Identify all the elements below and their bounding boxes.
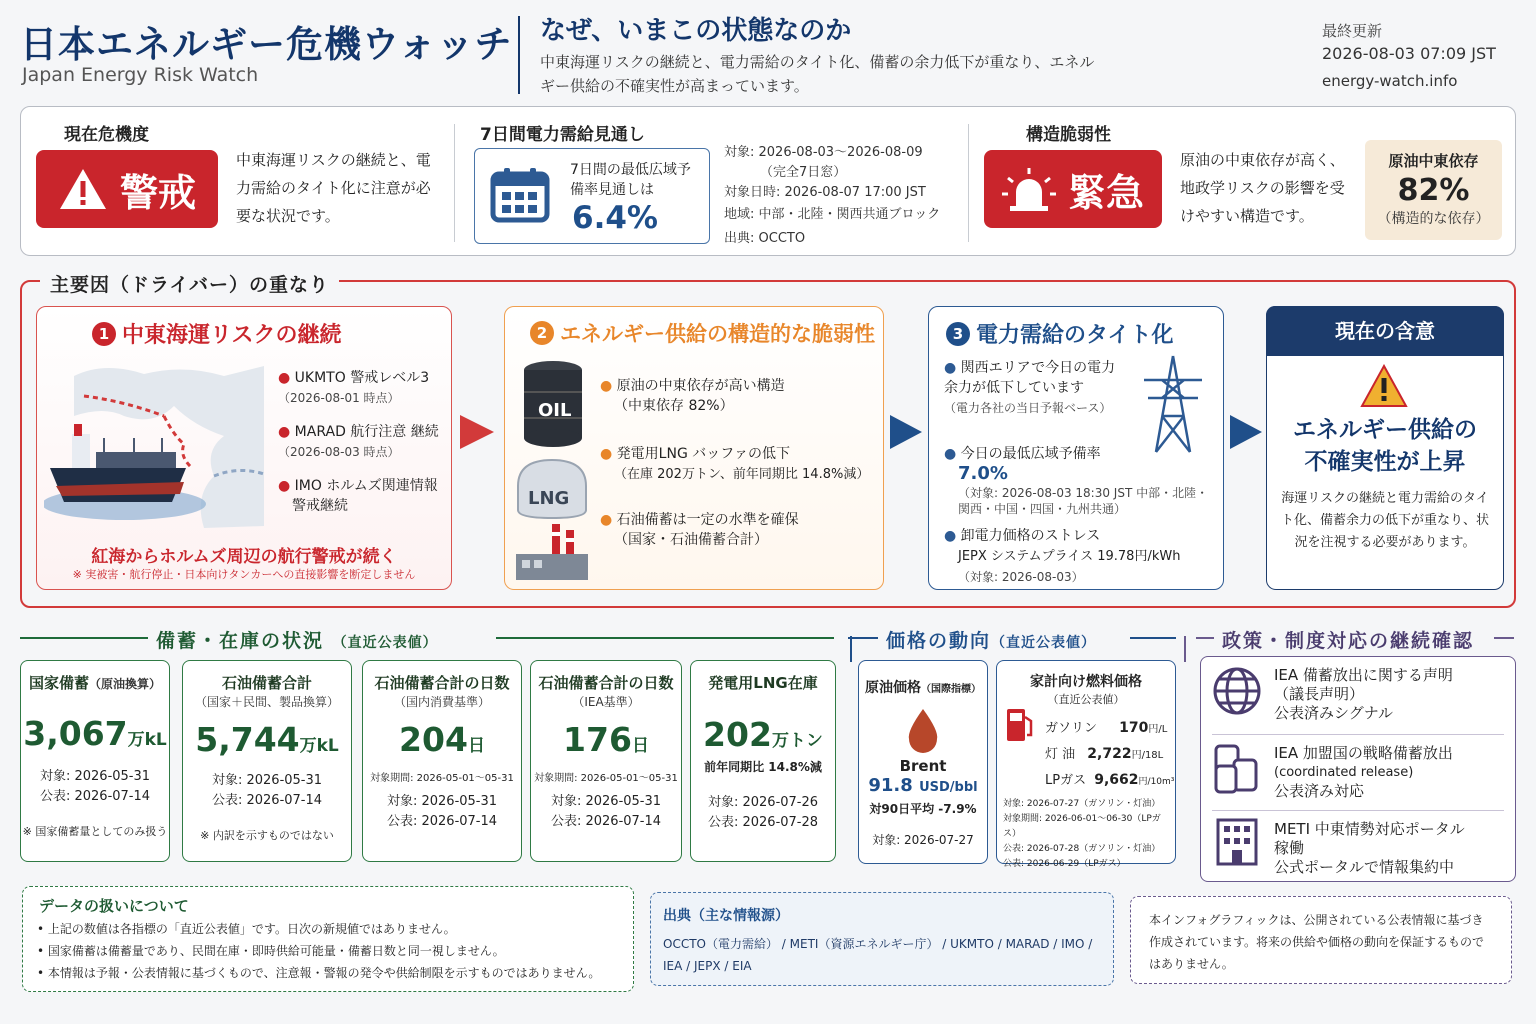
driver-2-item-3: ● 石油備蓄は一定の水準を確保 （国家・石油備蓄合計） [600, 512, 799, 548]
value: 202 [703, 715, 772, 754]
page-subtitle: Japan Energy Risk Watch [22, 64, 259, 86]
note-line: 対象: 2026-07-27（ガソリン・灯油） [1003, 799, 1161, 809]
item-sub: （対象: 2026-08-03 18:30 JST 中部・北陸・関西・中国・四国・九州共通） [958, 486, 1209, 516]
item-main: IMO ホルムズ関連情報 [294, 478, 438, 494]
card-line: 公表: 2026-07-14 [550, 814, 662, 829]
sources-body: OCCTO（電力需給） / METI（資源エネルギー庁） / UKMTO / MARAD / IMO / IEA / JEPX / EIA [663, 937, 1093, 973]
card-title-text: 国家備蓄 [28, 674, 89, 692]
policy-title: IEA 加盟国の戦略備蓄放出 [1274, 744, 1453, 762]
prices-heading-text: 価格の動向 [886, 630, 992, 652]
note-line: 対象期間: 2026-06-01～06-30（LPガス） [1003, 814, 1161, 839]
unit: USD/bbl [919, 780, 978, 795]
crude-change: 対90日平均 -7.9% [869, 802, 977, 816]
prices-heading-note: （直近公表値） [991, 635, 1097, 651]
arrow-right-icon [890, 415, 922, 449]
implication-header: 現在の含意 [1266, 306, 1504, 356]
card-note: ※ 国家備蓄量としてのみ扱う [22, 825, 168, 838]
reserve-card-national [20, 660, 170, 862]
driver-2-item-1: ● 原油の中東依存が高い構造 （中東依存 82%） [600, 378, 785, 414]
value: 5,744 [195, 720, 300, 759]
card-change: 前年同期比 14.8%減 [704, 760, 822, 774]
unit: 万トン [771, 731, 823, 751]
current-level-badge [36, 150, 218, 228]
value: 176 [563, 720, 632, 759]
card-title-sub: （直近公表値） [1047, 693, 1125, 706]
driver-2-number: 2 [530, 321, 554, 345]
data-handling-box [22, 886, 634, 992]
card-value [183, 720, 351, 759]
outlook-value: 6.4% [572, 200, 658, 236]
item-sub: （2026-08-01 時点） [278, 391, 400, 405]
card-title [859, 677, 987, 697]
section-rule [1196, 637, 1214, 639]
policy-status: 公式ポータルで情報集約中 [1274, 858, 1455, 876]
driver-1-item-3: ● IMO ホルムズ関連情報 警戒継続 [278, 478, 438, 514]
outlook-line-5: 出典: OCCTO [724, 231, 806, 246]
globe-icon [1212, 666, 1262, 716]
card-title-sub: （原油換算） [89, 677, 162, 691]
card-period: 対象期間: 2026-05-01～05-31 [534, 773, 678, 784]
card-line: 対象: 2026-05-31 [550, 794, 662, 809]
card-title-text: 原油価格 [865, 680, 921, 696]
data-item: 国家備蓄は備蓄量であり、民間在庫・即時供給可能量・備蓄日数と同一視しません。 [47, 944, 505, 958]
card-period: 対象期間: 2026-05-01～05-31 [370, 773, 514, 784]
reserve-card-lng [690, 660, 836, 862]
item-main: 今日の最低広域予備率 [960, 446, 1101, 462]
outlook-line-3: 対象日時: 2026-08-07 17:00 JST [724, 185, 926, 200]
section-rule [1130, 637, 1176, 639]
current-level-label: 警戒 [119, 170, 196, 215]
arrow-right-icon [460, 415, 494, 449]
row-label: 灯 油 [1045, 747, 1076, 762]
driver-2-title-text: エネルギー供給の構造的な脆弱性 [560, 322, 875, 346]
driver-1-title [92, 318, 342, 349]
item-sub: （2026-08-03 時点） [278, 445, 400, 459]
oil-label: OIL [538, 400, 572, 421]
policy-status: 公表済みシグナル [1274, 704, 1393, 722]
crude-price-card [858, 660, 988, 864]
building-icon [1216, 818, 1258, 866]
card-line: 公表: 2026-07-28 [707, 815, 819, 830]
card-title [21, 673, 169, 694]
card-line: 公表: 2026-07-14 [39, 789, 151, 804]
policy-sub: (coordinated release) [1274, 765, 1414, 780]
benchmark-name: Brent [899, 757, 947, 775]
updated-value: 2026-08-03 07:09 JST [1322, 44, 1496, 63]
value: 3,067 [23, 714, 128, 753]
implication-title: エネルギー供給の不確実性が上昇 [1293, 417, 1477, 475]
dependency-box [1365, 140, 1502, 240]
policy-item-2 [1274, 744, 1453, 801]
card-note: ※ 内訳を示すものではない [200, 829, 334, 842]
outlook-line-2: （完全7日窓） [760, 165, 847, 180]
retail-notes [1003, 797, 1173, 872]
structural-text: 原油の中東依存が高く、地政学リスクの影響を受けやすい構造です。 [1180, 151, 1345, 225]
page-title: 日本エネルギー危機ウォッチ [20, 23, 513, 66]
card-title: 石油備蓄合計 [221, 674, 312, 692]
map-illustration [44, 356, 266, 532]
updated-label: 最終更新 [1322, 22, 1383, 40]
barrels-icon [1214, 742, 1260, 794]
transmission-tower-icon [1136, 354, 1210, 454]
fuel-pump-icon [1005, 705, 1035, 743]
policy-sub: （議長声明） [1274, 685, 1365, 703]
reserves-heading-text: 備蓄・在庫の状況 [156, 630, 325, 652]
disclaimer-text: 本インフォグラフィックは、公開されている公表情報に基づき作成されています。将来の供給や価格の動向を保証するものではありません。 [1149, 913, 1485, 971]
policy-heading: 政策・制度対応の継続確認 [1222, 630, 1475, 652]
driver-3-item-1: ● 関西エリアで今日の電力余力が低下しています （電力各社の当日予報ベース） [944, 360, 1116, 415]
prices-heading [886, 626, 1096, 653]
row-label: ガソリン [1045, 721, 1098, 736]
driver-3-title-text: 電力需給のタイト化 [976, 323, 1174, 348]
retail-row-kerosene [1045, 743, 1175, 762]
card-value [21, 714, 169, 753]
item-sub: （在庫 202万トン、前年同期比 14.8%減） [614, 467, 870, 482]
power-plant-icon [512, 524, 592, 582]
section-rule [496, 637, 834, 639]
dependency-value: 82% [1397, 173, 1470, 208]
current-level-text: 中東海運リスクの継続と、電力需給のタイト化に注意が必要な状況です。 [236, 151, 431, 225]
section-rule [850, 636, 852, 662]
card-title-sub: （IEA基準） [572, 695, 640, 709]
policy-sub: 稼働 [1274, 839, 1305, 857]
driver-1-title-text: 中東海運リスクの継続 [122, 323, 342, 348]
structural-label: 緊急 [1067, 170, 1144, 215]
reserves-heading [156, 626, 438, 653]
calendar-icon [490, 166, 550, 224]
item-main: 卸電力価格のストレス [960, 528, 1101, 544]
warning-icon [58, 167, 108, 211]
card-line: 対象: 2026-07-26 [707, 795, 819, 810]
reserve-card-days-domestic [362, 660, 522, 862]
unit: 日 [631, 736, 649, 756]
card-line: 公表: 2026-07-14 [211, 793, 323, 808]
structural-heading: 構造脆弱性 [1026, 125, 1111, 145]
driver-3-item-2: ● 今日の最低広域予備率 7.0% （対象: 2026-08-03 18:30 JST 中部・北陸・関西・中国・四国・九州共通） [944, 444, 1214, 517]
card-title-sub: （国内消費基準） [393, 695, 490, 709]
row-unit: 円/18L [1131, 750, 1164, 761]
policy-title: METI 中東情勢対応ポータル [1274, 820, 1465, 838]
policy-item-1 [1274, 666, 1453, 723]
section-rule [20, 637, 148, 639]
row-value: 2,722 [1087, 746, 1132, 762]
driver-3-title [946, 318, 1174, 349]
retail-fuel-card [996, 660, 1176, 869]
card-title: 発電用LNG在庫 [708, 674, 818, 692]
item-main: 原油の中東依存が高い構造 [616, 378, 785, 394]
divider [968, 124, 969, 242]
item-main: 関西エリアで今日の電力余力が低下しています [944, 360, 1116, 396]
section-rule [1494, 637, 1514, 639]
driver-3-item-3: ● 卸電力価格のストレス JEPX システムプライス 19.78円/kWh （対象: 2026-08-03） [944, 528, 1181, 584]
lng-label: LNG [528, 488, 570, 509]
divider [1212, 810, 1504, 811]
item-value: JEPX システムプライス 19.78円/kWh [958, 549, 1181, 564]
driver-2-title [530, 318, 875, 348]
structural-badge [984, 150, 1162, 228]
driver-1-item-2: ● MARAD 航行注意 継続 （2026-08-03 時点） [278, 424, 439, 459]
arrow-right-icon [1230, 415, 1262, 449]
drivers-heading: 主要因（ドライバー）の重なり [40, 270, 339, 297]
card-title-sub: （国際指標） [921, 684, 981, 695]
row-unit: 円/L [1148, 724, 1168, 735]
driver-2-item-2: ● 発電用LNG バッファの低下 （在庫 202万トン、前年同期比 14.8%減） [600, 446, 870, 482]
note-line: 公表: 2026-06-29（LPガス） [1003, 859, 1126, 869]
item-sub: （対象: 2026-08-03） [958, 570, 1084, 584]
reserves-heading-note: （直近公表値） [332, 635, 438, 651]
data-handling-list: • 上記の数値は各指標の「直近公表値」です。日次の新規値ではありません。 • 国家備蓄は備蓄量であり、民間在庫・即時供給可能量・備蓄日数と同一視しません。 • 本情報は予報・公表情報に基づくもので、注意報・警報の発令や供給制限を示すものではありません。 [37, 922, 601, 980]
sources-box [650, 892, 1114, 986]
reserve-card-days-iea [530, 660, 682, 862]
data-handling-title: データの扱いについて [39, 897, 189, 915]
item-sub: （国家・石油備蓄合計） [614, 532, 768, 548]
dependency-label: 原油中東依存 [1388, 152, 1479, 170]
item-sub: （電力各社の当日予報ベース） [944, 401, 1112, 415]
why-body: 中東海運リスクの継続と、電力需給のタイト化、備蓄の余力低下が重なり、エネルギー供給の不確実性が高まっています。 [540, 53, 1095, 95]
outlook-heading: 7日間電力需給見通し [480, 125, 645, 145]
data-item: 本情報は予報・公表情報に基づくもので、注意報・警報の発令や供給制限を示すものではありません。 [47, 966, 601, 980]
policy-status: 公表済み対応 [1274, 782, 1365, 800]
policy-title: IEA 備蓄放出に関する声明 [1274, 666, 1453, 684]
sources-title: 出典（主な情報源） [663, 908, 789, 924]
driver-1-item-1: ● UKMTO 警戒レベル3 （2026-08-01 時点） [278, 370, 430, 405]
card-value [363, 720, 521, 759]
retail-row-gasoline [1045, 717, 1173, 736]
current-level-heading: 現在危機度 [64, 125, 149, 145]
outlook-line-4: 地域: 中部・北陸・関西共通ブロック [724, 207, 941, 222]
oil-drop-icon [905, 707, 941, 753]
outlook-line-1: 対象: 2026-08-03～2026-08-09 [724, 145, 923, 160]
card-title: 家計向け燃料価格 [1030, 674, 1142, 690]
divider [454, 124, 455, 242]
warning-icon [1360, 364, 1408, 408]
policy-item-3 [1274, 820, 1465, 877]
value: 204 [399, 720, 468, 759]
divider [1212, 734, 1504, 735]
data-item: 上記の数値は各指標の「直近公表値」です。日次の新規値ではありません。 [47, 922, 456, 936]
driver-1-footer: 紅海からホルムズ周辺の航行警戒が続く [91, 547, 397, 567]
retail-row-lpg [1045, 769, 1175, 788]
row-value: 170 [1119, 720, 1149, 736]
card-title-sub: （国家＋民間、製品換算） [194, 695, 339, 709]
crude-date: 対象: 2026-07-27 [872, 833, 974, 847]
item-sub: 警戒継続 [292, 498, 348, 514]
unit: 日 [467, 736, 485, 756]
header-divider [518, 16, 520, 94]
implication-body: 海運リスクの継続と電力需給のタイト化、備蓄余力の低下が重なり、状況を注視する必要があります。 [1280, 491, 1489, 550]
item-main: UKMTO 警戒レベル3 [294, 370, 430, 386]
alarm-light-icon [1002, 166, 1056, 212]
card-line: 対象: 2026-05-31 [386, 794, 498, 809]
section-rule [848, 637, 878, 639]
item-main: 石油備蓄は一定の水準を確保 [616, 512, 799, 528]
crude-value [859, 775, 987, 796]
unit: 万kL [127, 730, 167, 750]
row-label: LPガス [1045, 773, 1087, 788]
unit: 万kL [299, 736, 339, 756]
item-sub: （中東依存 82%） [614, 398, 734, 414]
card-title: 石油備蓄合計の日数 [374, 674, 510, 692]
outlook-box-label: 7日間の最低広域予備率見通しは [570, 162, 691, 198]
driver-1-note: ※ 実被害・航行停止・日本向けタンカーへの直接影響を断定しません [72, 568, 416, 581]
card-line: 対象: 2026-05-31 [39, 769, 151, 784]
disclaimer-box [1130, 896, 1512, 984]
card-value [691, 715, 835, 754]
dependency-note: （構造的な依存） [1377, 211, 1490, 227]
item-value: 7.0% [958, 463, 1008, 484]
note-line: 公表: 2026-07-28（ガソリン・灯油） [1003, 844, 1161, 854]
driver-3-number: 3 [946, 322, 970, 346]
why-title: なぜ、いまこの状態なのか [540, 16, 852, 46]
driver-1-number: 1 [92, 322, 116, 346]
card-line: 対象: 2026-05-31 [211, 773, 323, 788]
row-value: 9,662 [1094, 772, 1139, 788]
section-rule [1184, 636, 1186, 662]
item-main: MARAD 航行注意 継続 [294, 424, 439, 440]
site-link[interactable]: energy-watch.info [1322, 72, 1458, 90]
reserve-card-total [182, 660, 352, 862]
card-value [531, 720, 681, 759]
card-line: 公表: 2026-07-14 [386, 814, 498, 829]
item-main: 発電用LNG バッファの低下 [616, 446, 790, 462]
card-title: 石油備蓄合計の日数 [538, 674, 674, 692]
value: 91.8 [868, 775, 913, 796]
row-unit: 円/10m³ [1138, 777, 1175, 787]
